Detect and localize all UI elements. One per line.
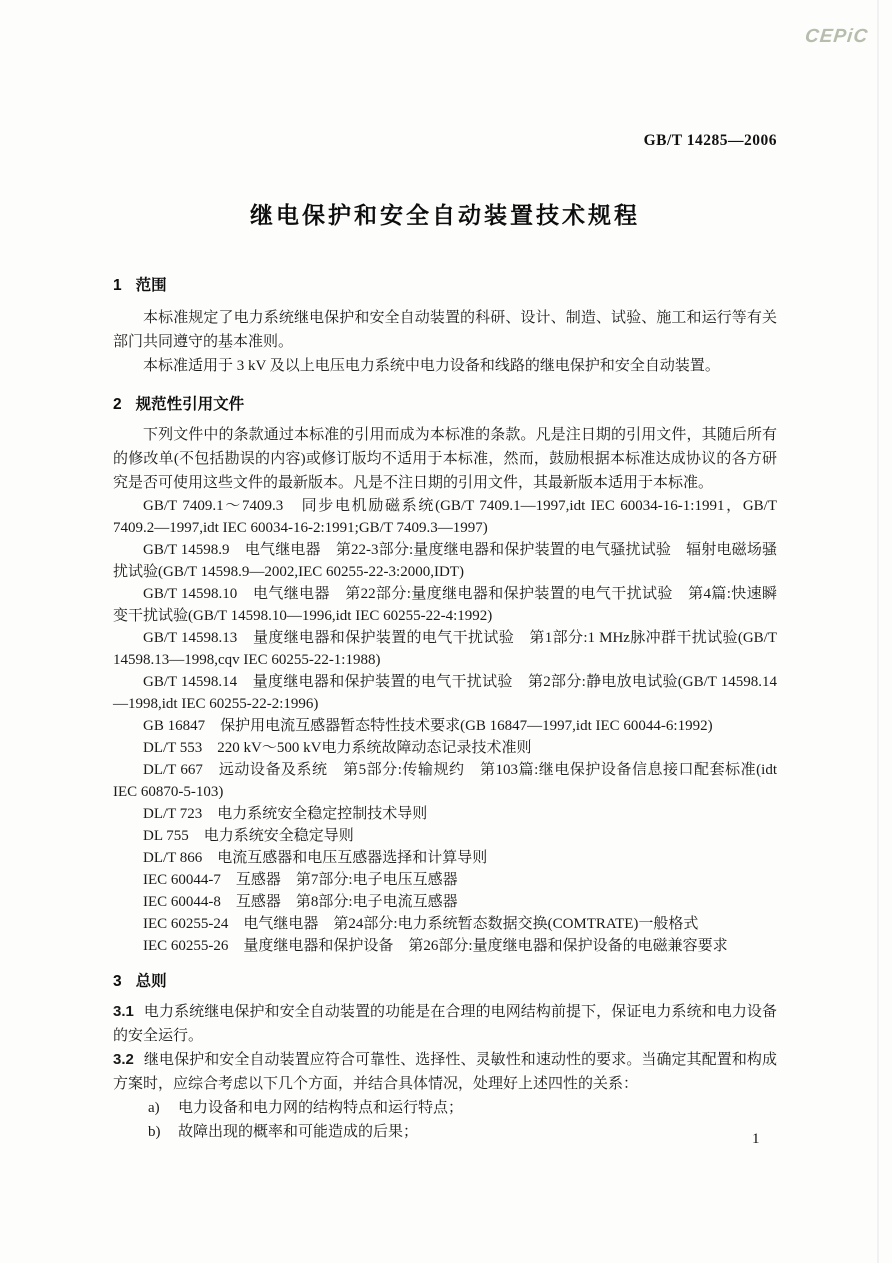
clause-number: 3.1	[113, 1003, 134, 1020]
page-number: 1	[752, 1131, 760, 1147]
list-item-marker: a)	[148, 1100, 160, 1116]
scan-edge	[877, 0, 879, 1263]
section-label: 规范性引用文件	[135, 396, 245, 413]
reference-entry: GB/T 14598.13 量度继电器和保护装置的电气干扰试验 第1部分:1 MHz脉冲群干扰试验(GB/T 14598.13—1998,cqv IEC 60255-22-1:1988)	[113, 630, 777, 668]
reference-entry: IEC 60044-7 互感器 第7部分:电子电压互感器	[143, 872, 458, 888]
reference-entry: DL/T 866 电流互感器和电压互感器选择和计算导则	[143, 850, 488, 866]
standard-number: GB/T 14285—2006	[643, 132, 777, 149]
reference-entry: DL 755 电力系统安全稳定导则	[143, 828, 354, 844]
scope-paragraph: 本标准规定了电力系统继电保护和安全自动装置的科研、设计、制造、试验、施工和运行等有关部门共同遵守的基本准则。	[113, 310, 777, 350]
reference-entry: DL/T 553 220 kV～500 kV电力系统故障动态记录技术准则	[143, 740, 532, 756]
clause-text: 电力系统继电保护和安全自动装置的功能是在合理的电网结构前提下，保证电力系统和电力设备的安全运行。	[113, 1004, 777, 1044]
references-intro-paragraph: 下列文件中的条款通过本标准的引用而成为本标准的条款。凡是注日期的引用文件，其随后所有的修改单(不包括勘误的内容)或修订版均不适用于本标准，然而，鼓励根据本标准达成协议的各方研究是否可使用这些文件的最新版本。凡是不注日期的引用文件，其最新版本适用于本标准。	[113, 427, 777, 491]
general-clause	[113, 1048, 777, 1096]
reference-entry: IEC 60255-26 量度继电器和保护设备 第26部分:量度继电器和保护设备的电磁兼容要求	[143, 938, 728, 954]
reference-entry: GB/T 14598.14 量度继电器和保护装置的电气干扰试验 第2部分:静电放电试验(GB/T 14598.14—1998,idt IEC 60255-22-2:1996)	[113, 674, 777, 712]
cepic-logo: CEPiC	[803, 26, 870, 47]
reference-entry: DL/T 723 电力系统安全稳定控制技术导则	[143, 806, 428, 822]
section-number: 1	[113, 277, 122, 294]
reference-entry: GB/T 14598.10 电气继电器 第22部分:量度继电器和保护装置的电气干扰试验 第4篇:快速瞬变干扰试验(GB/T 14598.10—1996,idt IEC 60255-22-4:1992)	[113, 586, 777, 624]
clause-number: 3.2	[113, 1051, 134, 1068]
list-item	[113, 1096, 777, 1120]
list-item	[113, 1120, 777, 1144]
general-clause	[113, 1000, 777, 1048]
section-heading-scope	[113, 275, 777, 296]
scope-paragraph: 本标准适用于 3 kV 及以上电压电力系统中电力设备和线路的继电保护和安全自动装置。	[143, 358, 720, 374]
reference-entry: GB/T 14598.9 电气继电器 第22-3部分:量度继电器和保护装置的电气骚扰试验 辐射电磁场骚扰试验(GB/T 14598.9—2002,IEC 60255-22-3:2000,IDT)	[113, 542, 777, 580]
section-label: 总则	[135, 973, 167, 990]
reference-entry: DL/T 667 远动设备及系统 第5部分:传输规约 第103篇:继电保护设备信息接口配套标准(idt IEC 60870-5-103)	[113, 762, 777, 800]
reference-entry: IEC 60255-24 电气继电器 第24部分:电力系统暂态数据交换(COMTRATE)一般格式	[143, 916, 699, 932]
section-number: 2	[113, 396, 122, 413]
reference-entry: GB/T 7409.1～7409.3 同步电机励磁系统(GB/T 7409.1—1997,idt IEC 60034-16-1:1991，GB/T 7409.2—1997,idt IEC 60034-16-2:1991;GB/T 7409.3—1997)	[113, 498, 777, 536]
reference-entry: GB 16847 保护用电流互感器暂态特性技术要求(GB 16847—1997,idt IEC 60044-6:1992)	[143, 718, 713, 734]
section-label: 范围	[135, 277, 167, 294]
clause-text: 继电保护和安全自动装置应符合可靠性、选择性、灵敏性和速动性的要求。当确定其配置和构成方案时，应综合考虑以下几个方面，并结合具体情况，处理好上述四性的关系：	[113, 1052, 777, 1092]
list-item-marker: b)	[148, 1124, 161, 1140]
section-heading-general	[113, 971, 777, 992]
list-item-text: 电力设备和电力网的结构特点和运行特点；	[178, 1100, 464, 1116]
section-heading-normative-references	[113, 394, 777, 415]
section-number: 3	[113, 973, 122, 990]
list-item-text: 故障出现的概率和可能造成的后果；	[178, 1124, 419, 1140]
page-content	[113, 0, 777, 1144]
document-title: 继电保护和安全自动装置技术规程	[250, 202, 640, 228]
reference-entry: IEC 60044-8 互感器 第8部分:电子电流互感器	[143, 894, 458, 910]
